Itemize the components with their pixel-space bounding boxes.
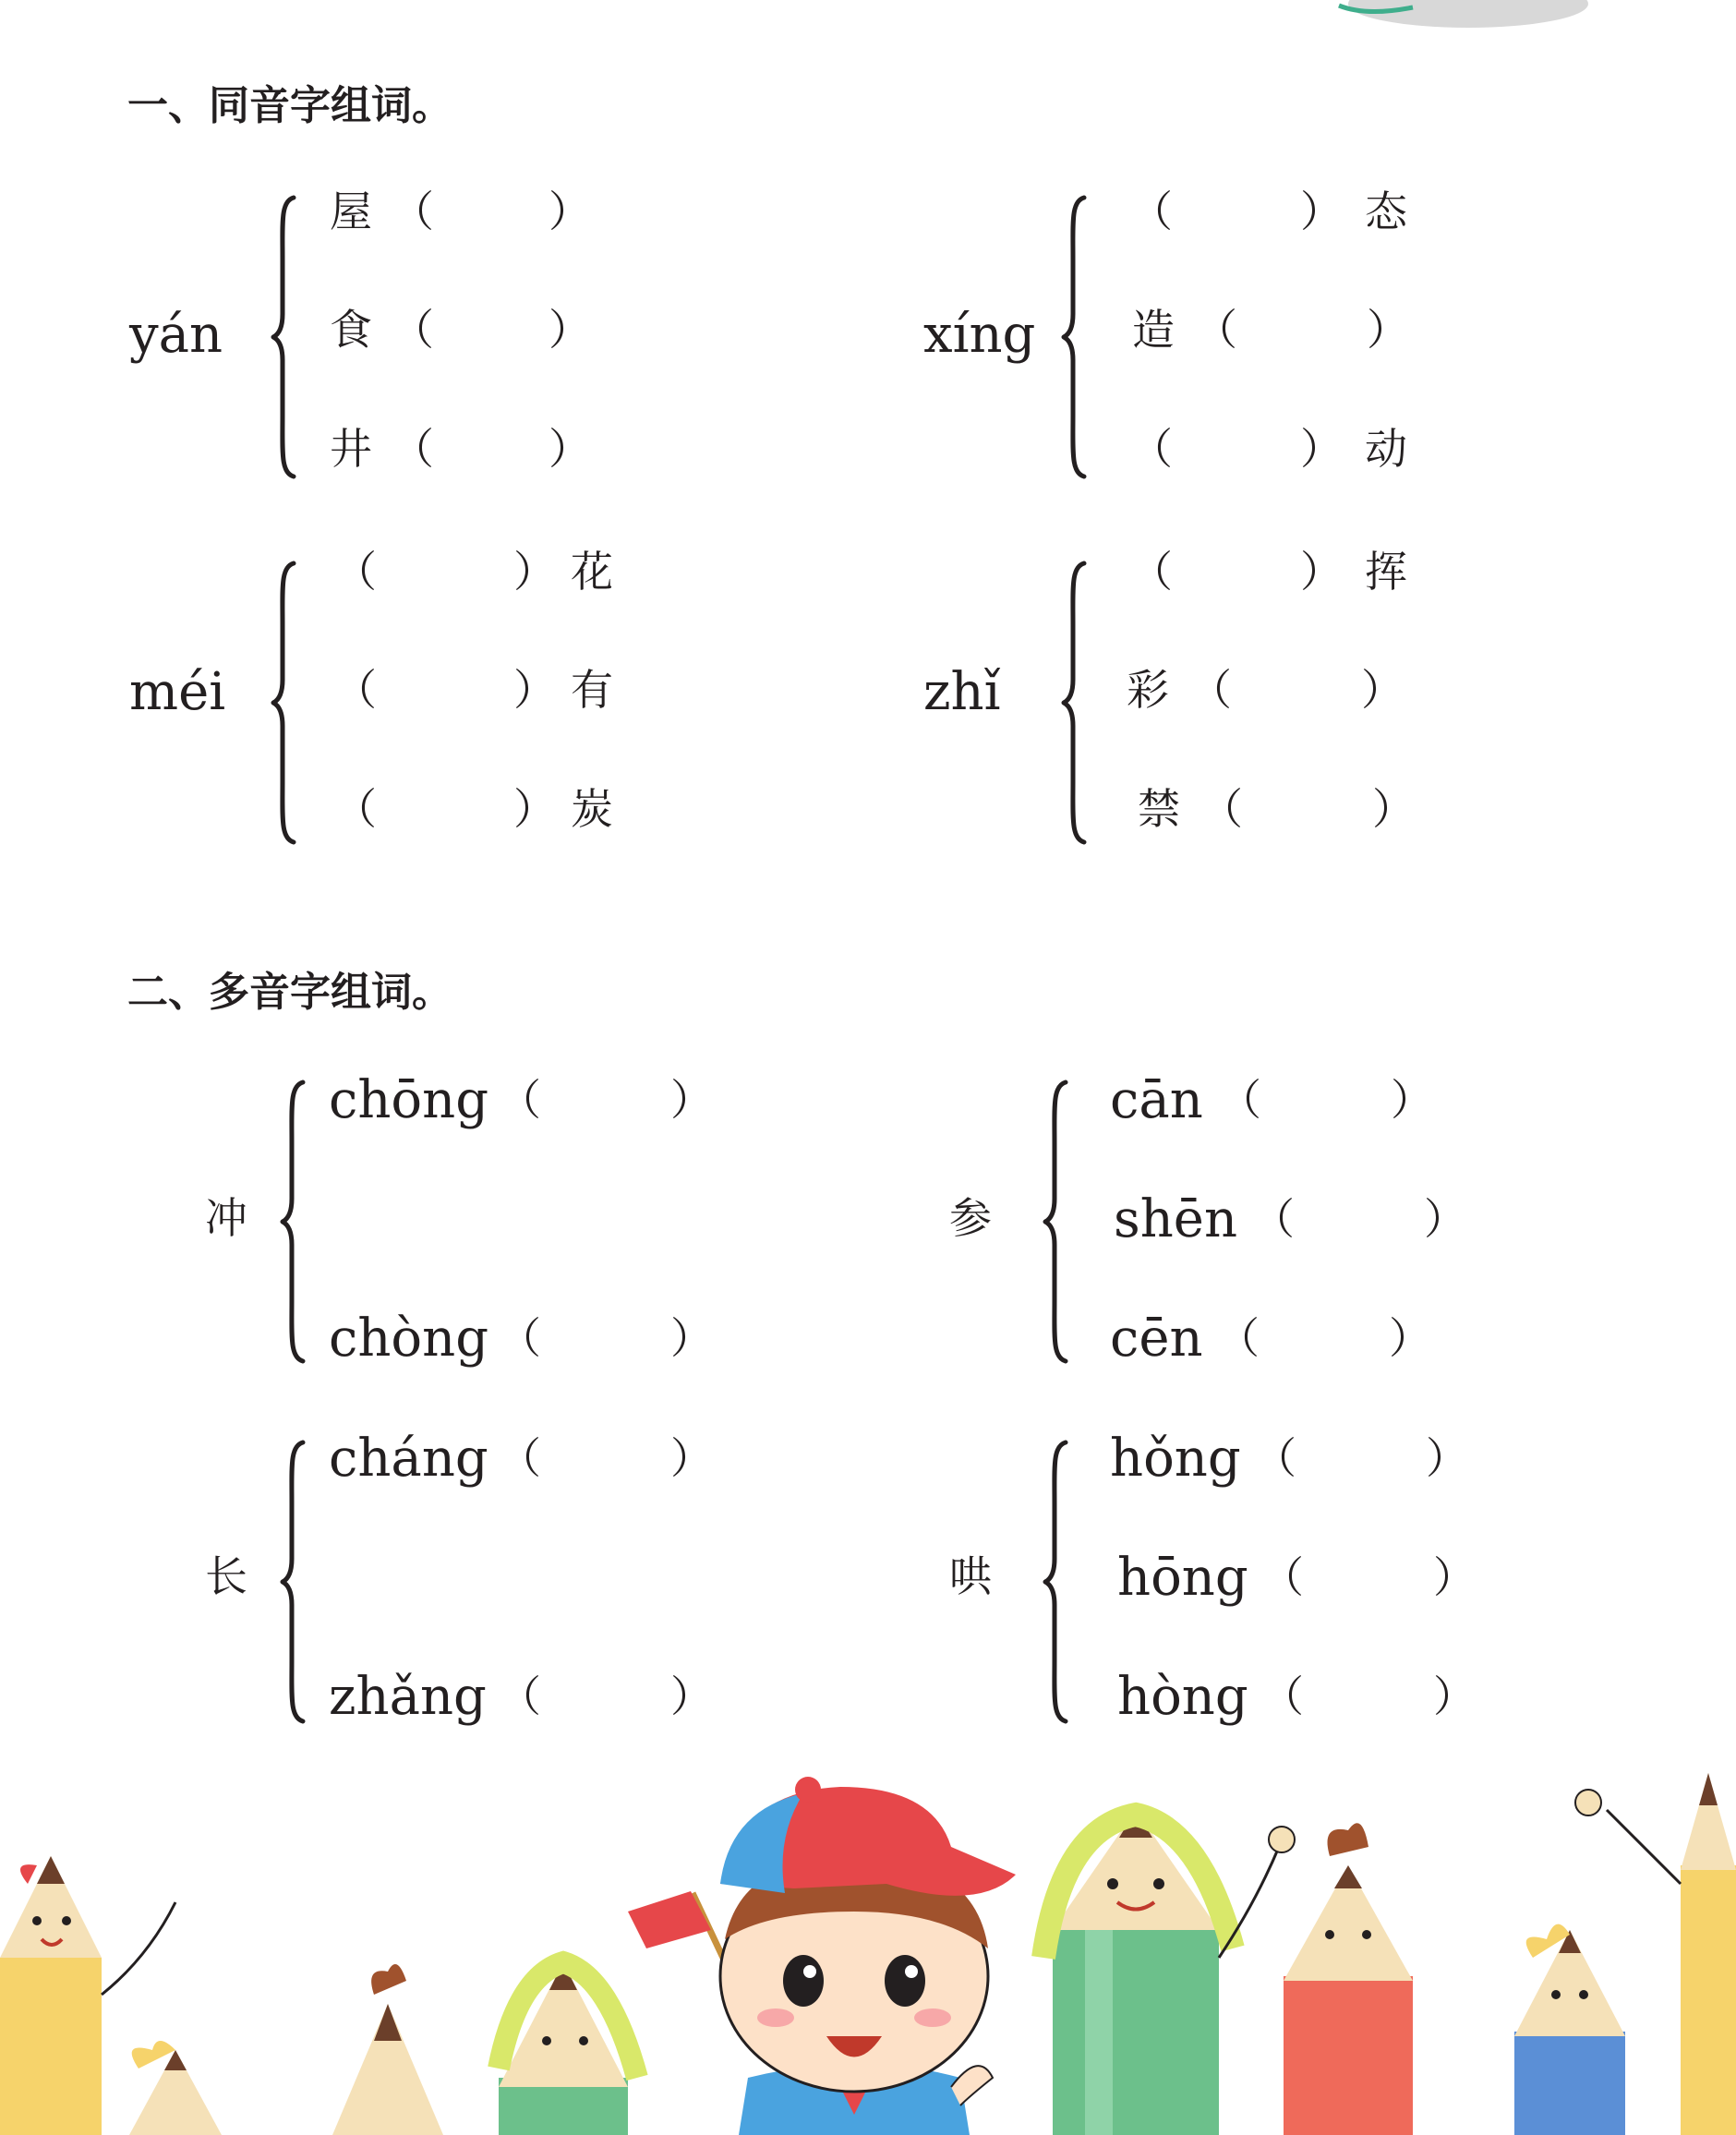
paren-open: （: [1252, 1194, 1295, 1244]
answer-blank[interactable]: [1171, 545, 1300, 597]
brace-icon: [279, 1439, 307, 1725]
paren-open: （: [1217, 1313, 1260, 1363]
section1-heading: 一、同音字组词。: [127, 82, 452, 129]
answer-blank[interactable]: [541, 1431, 670, 1483]
answer-blank[interactable]: [377, 782, 515, 834]
cartoon-boy-with-pencils-icon: [0, 1773, 1736, 2135]
paren-open: （: [1130, 187, 1173, 236]
paren-open: （: [1254, 1433, 1296, 1483]
answer-blank[interactable]: [377, 663, 515, 715]
answer-blank[interactable]: [1260, 1311, 1389, 1363]
paren-open: （: [1195, 305, 1237, 355]
paren-open: （: [499, 1671, 541, 1721]
paren-open: （: [499, 1313, 541, 1363]
paren-open: （: [334, 665, 377, 715]
paren-close: ）: [670, 1671, 713, 1721]
given-char: 屋: [330, 187, 372, 236]
answer-blank[interactable]: [1171, 422, 1300, 474]
answer-blank[interactable]: [1261, 1073, 1391, 1125]
given-char: 挥: [1365, 547, 1407, 597]
paren-open: （: [334, 784, 377, 834]
reading-pinyin: hòng: [1117, 1667, 1248, 1727]
paren-close: ）: [513, 784, 556, 834]
paren-close: ）: [1433, 1552, 1476, 1602]
given-char: 动: [1365, 424, 1407, 474]
paren-close: ）: [1361, 665, 1404, 715]
paren-open: （: [1189, 665, 1232, 715]
answer-blank[interactable]: [1304, 1670, 1433, 1721]
given-char: 食: [330, 305, 372, 355]
brace-icon: [270, 194, 297, 480]
answer-blank[interactable]: [434, 303, 545, 355]
answer-blank[interactable]: [1171, 185, 1300, 236]
group-pinyin: zhǐ: [923, 662, 1001, 722]
brace-icon: [1060, 194, 1088, 480]
group-char: 参: [949, 1193, 992, 1243]
reading-pinyin: shēn: [1114, 1189, 1238, 1249]
paren-close: ）: [1391, 1075, 1433, 1125]
group-pinyin: yán: [129, 305, 223, 365]
given-char: 彩: [1127, 665, 1169, 715]
group-pinyin: xíng: [923, 305, 1036, 365]
reading-pinyin: cēn: [1110, 1309, 1203, 1369]
group-char: 冲: [205, 1193, 247, 1243]
answer-blank[interactable]: [541, 1670, 670, 1721]
paren-close: ）: [670, 1075, 713, 1125]
brace-icon: [1042, 1439, 1069, 1725]
reading-pinyin: hǒng: [1110, 1429, 1241, 1489]
paren-open: （: [1130, 424, 1173, 474]
paren-close: ）: [1372, 784, 1415, 834]
paren-open: （: [1261, 1671, 1304, 1721]
paren-open: （: [1219, 1075, 1261, 1125]
reading-pinyin: chòng: [329, 1309, 489, 1369]
corner-decoration-icon: [1330, 0, 1607, 37]
group-char: 哄: [949, 1551, 992, 1601]
paren-open: （: [392, 424, 434, 474]
reading-pinyin: cān: [1110, 1070, 1203, 1130]
paren-close: ）: [549, 424, 591, 474]
paren-close: ）: [513, 665, 556, 715]
paren-close: ）: [1300, 424, 1343, 474]
given-char: 炭: [571, 784, 613, 834]
answer-blank[interactable]: [541, 1073, 670, 1125]
answer-blank[interactable]: [1304, 1550, 1433, 1602]
answer-blank[interactable]: [1243, 782, 1372, 834]
section2-heading: 二、多音字组词。: [127, 969, 452, 1016]
paren-open: （: [499, 1433, 541, 1483]
paren-open: （: [1130, 547, 1173, 597]
paren-open: （: [392, 305, 434, 355]
given-char: 造: [1132, 305, 1175, 355]
paren-open: （: [334, 547, 377, 597]
given-char: 有: [571, 665, 613, 715]
paren-open: （: [1261, 1552, 1304, 1602]
given-char: 花: [571, 547, 613, 597]
group-char: 长: [205, 1551, 247, 1601]
reading-pinyin: cháng: [329, 1429, 488, 1489]
brace-icon: [270, 560, 297, 846]
group-pinyin: méi: [129, 662, 226, 722]
reading-pinyin: chōng: [329, 1070, 489, 1130]
answer-blank[interactable]: [541, 1311, 670, 1363]
answer-blank[interactable]: [377, 545, 515, 597]
brace-icon: [1060, 560, 1088, 846]
brace-icon: [1042, 1079, 1069, 1365]
paren-close: ）: [670, 1313, 713, 1363]
paren-close: ）: [513, 547, 556, 597]
answer-blank[interactable]: [1295, 1192, 1424, 1244]
answer-blank[interactable]: [1232, 663, 1361, 715]
paren-open: （: [1200, 784, 1243, 834]
answer-blank[interactable]: [1237, 303, 1367, 355]
paren-close: ）: [1300, 187, 1343, 236]
given-char: 禁: [1138, 784, 1180, 834]
paren-open: （: [499, 1075, 541, 1125]
reading-pinyin: zhǎng: [329, 1667, 487, 1727]
brace-icon: [279, 1079, 307, 1365]
given-char: 态: [1365, 187, 1407, 236]
paren-close: ）: [670, 1433, 713, 1483]
paren-close: ）: [1433, 1671, 1476, 1721]
given-char: 井: [330, 424, 372, 474]
answer-blank[interactable]: [1296, 1431, 1426, 1483]
paren-close: ）: [1367, 305, 1409, 355]
paren-close: ）: [1424, 1194, 1466, 1244]
paren-close: ）: [1389, 1313, 1431, 1363]
paren-close: ）: [549, 305, 591, 355]
paren-close: ）: [1426, 1433, 1468, 1483]
answer-blank[interactable]: [434, 185, 545, 236]
paren-close: ）: [549, 187, 591, 236]
reading-pinyin: hōng: [1117, 1548, 1248, 1608]
paren-open: （: [392, 187, 434, 236]
paren-close: ）: [1300, 547, 1343, 597]
answer-blank[interactable]: [434, 422, 545, 474]
